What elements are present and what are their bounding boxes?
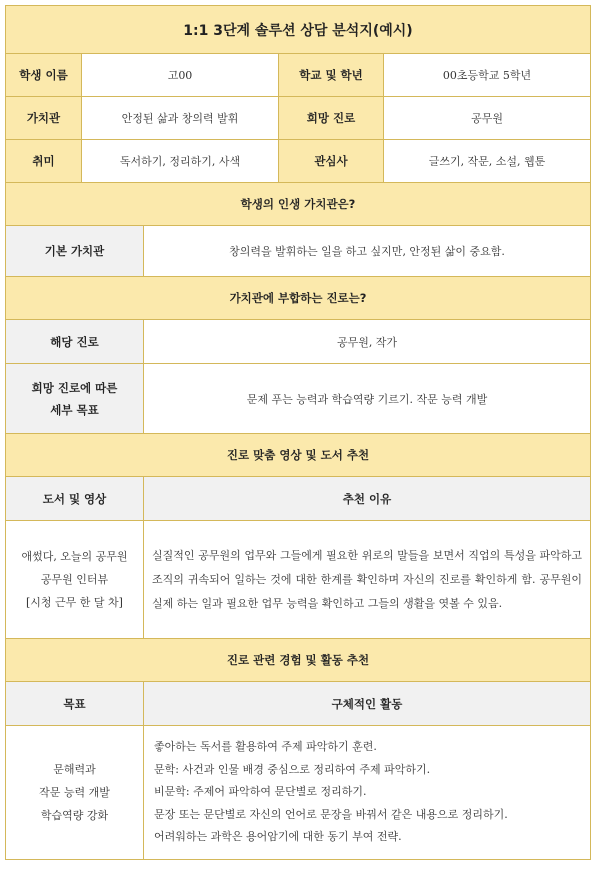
- media-item-line3: [시청 근무 한 달 차]: [26, 596, 123, 609]
- info-row-hobby: [6, 140, 591, 183]
- desired-career-label: 희망 진로: [279, 97, 384, 140]
- info-row-values: [6, 97, 591, 140]
- section-activity-heading: 진로 관련 경험 및 활동 추천: [6, 639, 591, 682]
- activity-goal-line2: 작문 능력 개발: [39, 786, 110, 799]
- media-item: [6, 521, 144, 639]
- basic-values-value: 창의력을 발휘하는 일을 하고 싶지만, 안정된 삶이 중요함.: [144, 226, 591, 277]
- student-name-value: 고00: [82, 54, 279, 97]
- section-media-header: [6, 434, 591, 477]
- section-career-heading: 가치관에 부합하는 진로는?: [6, 277, 591, 320]
- student-name-label: 학생 이름: [6, 54, 82, 97]
- media-column-row: [6, 477, 591, 521]
- media-col-reason: 추천 이유: [144, 477, 591, 521]
- goal-value: 문제 푸는 능력과 학습역량 기르기. 작문 능력 개발: [144, 364, 591, 434]
- activity-goal-line1: 문해력과: [53, 763, 96, 776]
- activity-goal: [6, 726, 144, 860]
- section-career-header: [6, 277, 591, 320]
- activity-row: [6, 726, 591, 860]
- school-grade-label: 학교 및 학년: [279, 54, 384, 97]
- section-media-heading: 진로 맞춤 영상 및 도서 추천: [6, 434, 591, 477]
- career-row: [6, 320, 591, 364]
- activity-item: 어려워하는 과학은 용어암기에 대한 동기 부여 전략.: [154, 830, 402, 844]
- values-label: 가치관: [6, 97, 82, 140]
- career-value: 공무원, 작가: [144, 320, 591, 364]
- goal-label-line1: 희망 진로에 따른: [31, 380, 118, 395]
- goal-label-line2: 세부 목표: [50, 402, 99, 417]
- media-col-books: 도서 및 영상: [6, 477, 144, 521]
- title-row: [6, 6, 591, 54]
- interest-label: 관심사: [279, 140, 384, 183]
- activity-col-goal: 목표: [6, 682, 144, 726]
- activity-item: 비문학: 주제어 파악하여 문단별로 정리하기.: [154, 785, 367, 799]
- goal-row: [6, 364, 591, 434]
- section-values-heading: 학생의 인생 가치관은?: [6, 183, 591, 226]
- desired-career-value: 공무원: [384, 97, 591, 140]
- activity-item: 문학: 사건과 인물 배경 중심으로 정리하여 주제 파악하기.: [154, 762, 431, 776]
- basic-values-row: [6, 226, 591, 277]
- activity-column-row: [6, 682, 591, 726]
- interest-value: 글쓰기, 작문, 소설, 웹툰: [384, 140, 591, 183]
- section-values-header: [6, 183, 591, 226]
- media-item-line2: 공무원 인터뷰: [40, 573, 109, 586]
- school-grade-value: 00초등학교 5학년: [384, 54, 591, 97]
- media-item-line1: 애썼다, 오늘의 공무원: [21, 550, 128, 563]
- values-value: 안정된 삶과 창의력 발휘: [82, 97, 279, 140]
- media-reason: 실질적인 공무원의 업무와 그들에게 필요한 위로의 말들을 보면서 직업의 특성을 파악하고 조직의 귀속되어 일하는 것에 대한 한계를 확인하며 자신의 진로를 확인하게 함. 공무원이 실제 하는 일과 필요한 업무 능력을 확인하고 그들의 생활을 엿볼 수 있음.: [144, 521, 591, 639]
- basic-values-label: 기본 가치관: [6, 226, 144, 277]
- hobby-label: 취미: [6, 140, 82, 183]
- activity-list: [144, 726, 591, 860]
- media-item-row: [6, 521, 591, 639]
- activity-col-detail: 구체적인 활동: [144, 682, 591, 726]
- info-row-name: [6, 54, 591, 97]
- analysis-table: [5, 5, 591, 860]
- activity-item: 좋아하는 독서를 활용하여 주제 파악하기 훈련.: [154, 740, 377, 754]
- activity-item: 문장 또는 문단별로 자신의 언어로 문장을 바꿔서 같은 내용으로 정리하기.: [154, 807, 508, 821]
- hobby-value: 독서하기, 정리하기, 사색: [82, 140, 279, 183]
- section-activity-header: [6, 639, 591, 682]
- career-label: 해당 진로: [6, 320, 144, 364]
- goal-label: [6, 364, 144, 434]
- page-title: 1:1 3단계 솔루션 상담 분석지(예시): [6, 6, 591, 54]
- analysis-sheet: [5, 5, 590, 860]
- activity-goal-line3: 학습역량 강화: [40, 809, 109, 822]
